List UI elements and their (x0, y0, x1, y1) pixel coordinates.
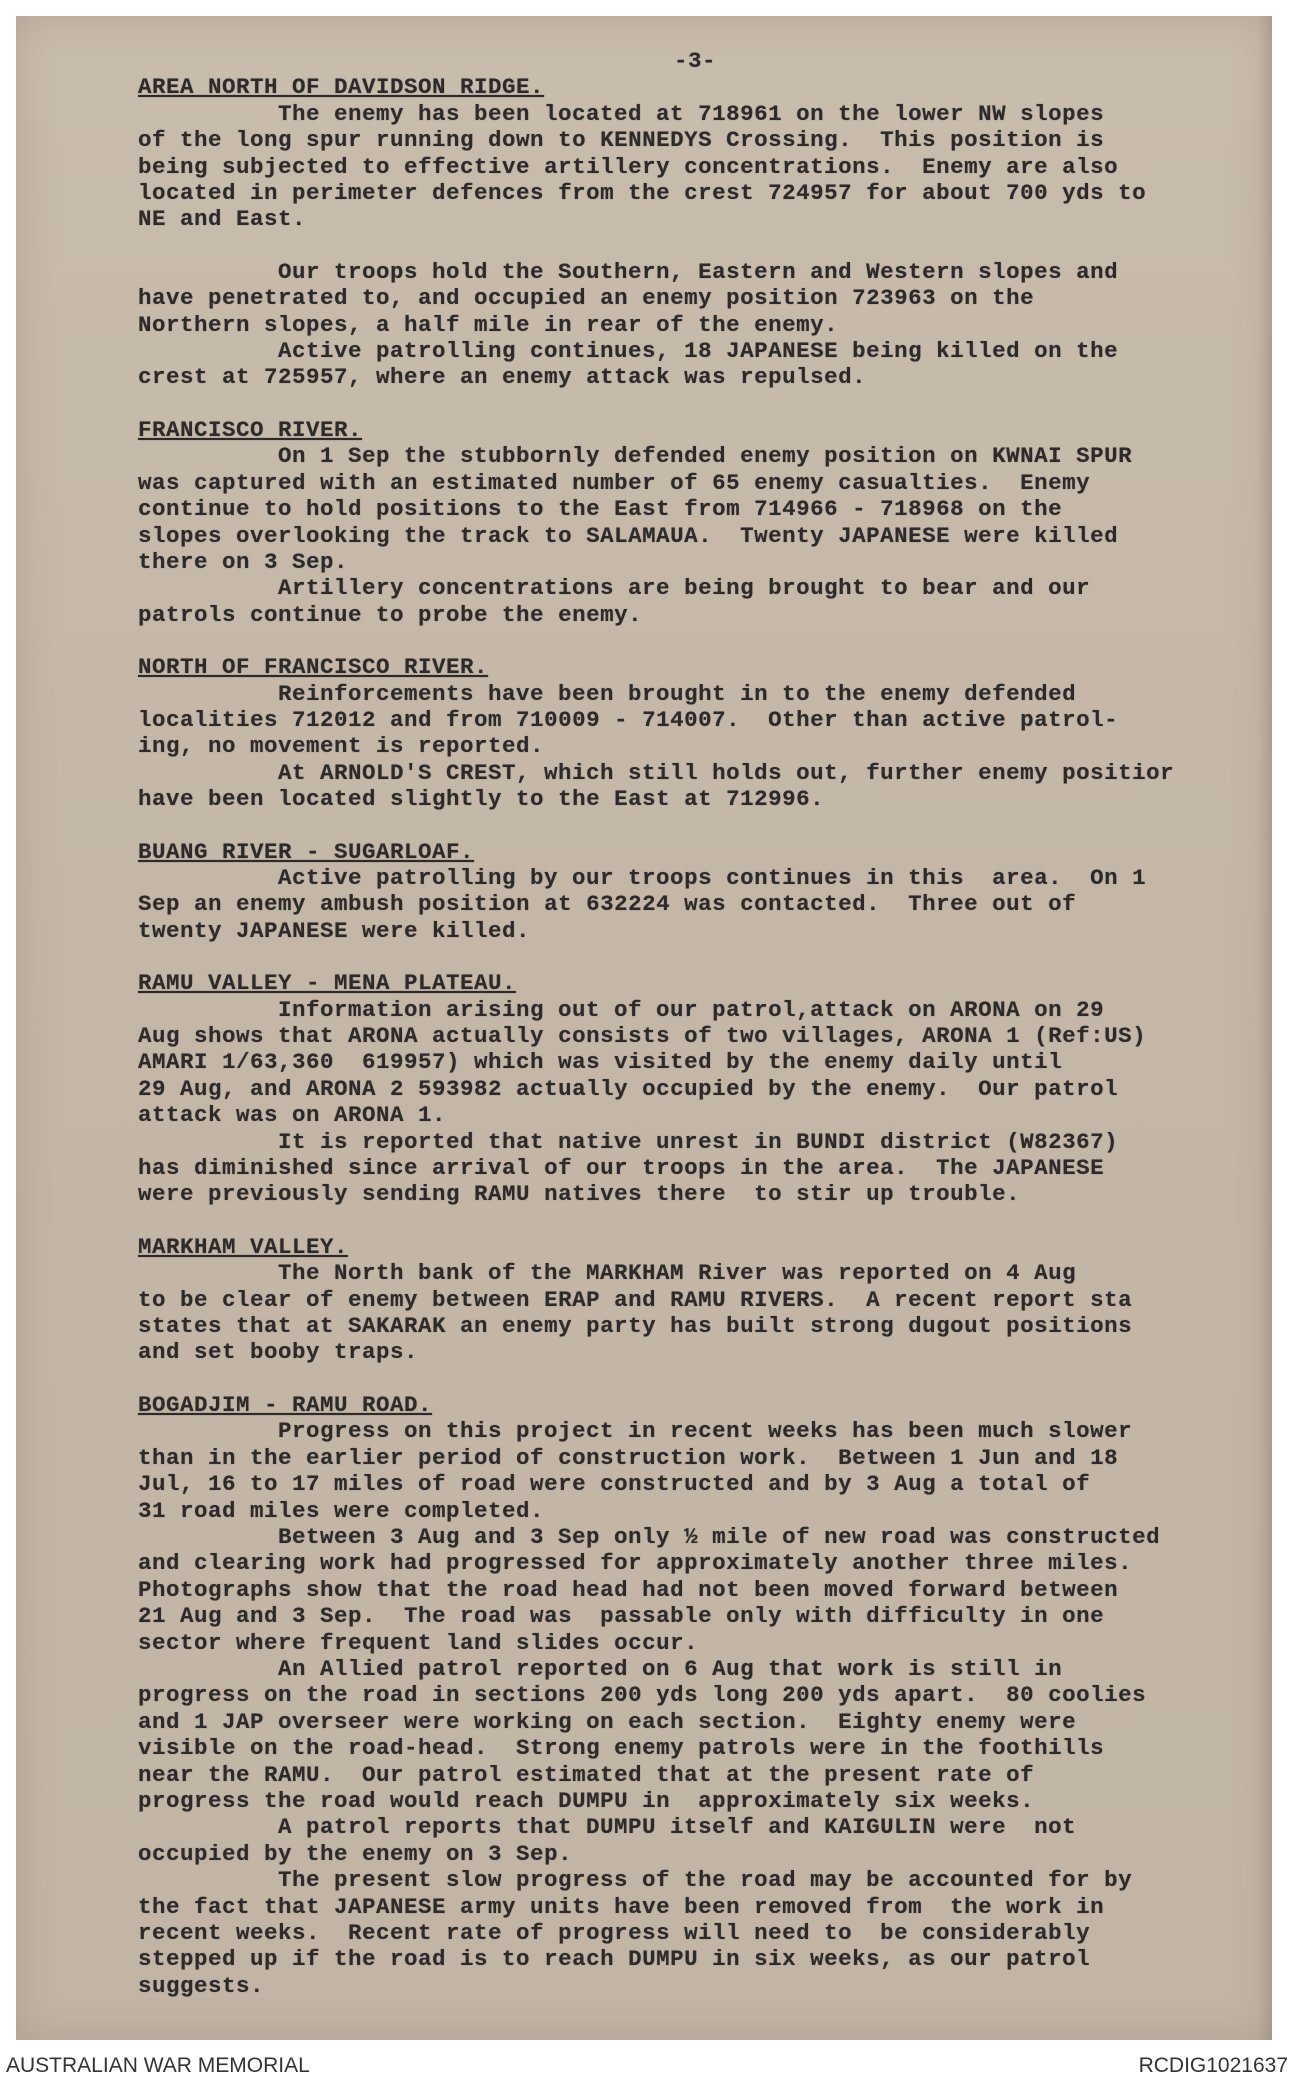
paragraph (138, 1418, 1268, 1524)
text-line: near the RAMU. Our patrol estimated that at the present rate of (138, 1761, 1035, 1788)
text-line: the fact that JAPANESE army units have been removed from the work in (138, 1893, 1105, 1920)
text-line: suggests. (138, 1972, 265, 1999)
text-line: The enemy has been located at 718961 on the lower NW slopes (278, 100, 1105, 127)
text-line: continue to hold positions to the East from 714966 - 718968 on the (138, 496, 1063, 523)
text-line: crest at 725957, where an enemy attack was repulsed. (138, 364, 867, 391)
text-line: located in perimeter defences from the crest 724957 for about 700 yds to (138, 180, 1147, 207)
footer-identifier: RCDIG1021637 (1138, 2054, 1288, 2077)
text-line: 21 Aug and 3 Sep. The road was passable only with difficulty in one (138, 1603, 1105, 1630)
text-line: than in the earlier period of construction work. Between 1 Jun and 18 (138, 1444, 1119, 1471)
paragraph (138, 760, 1268, 813)
text-line: Between 3 Aug and 3 Sep only ½ mile of new road was constructed (278, 1523, 1161, 1550)
paragraph (138, 338, 1268, 391)
text-line: At ARNOLD'S CREST, which still holds out, further enemy positior (278, 759, 1175, 786)
text-line: have penetrated to, and occupied an enemy position 723963 on the (138, 285, 1035, 312)
text-line: and clearing work had progressed for approximately another three miles. (138, 1550, 1133, 1577)
text-line: Jul, 16 to 17 miles of road were constructed and by 3 Aug a total of (138, 1471, 1091, 1498)
text-line: Reinforcements have been brought in to the enemy defended (278, 680, 1077, 707)
text-line: An Allied patrol reported on 6 Aug that work is still in (278, 1655, 1063, 1682)
section-markham-valley (138, 1234, 1268, 1366)
text-line: being subjected to effective artillery concentrations. Enemy are also (138, 153, 1119, 180)
paragraph (138, 681, 1268, 760)
text-line: slopes overlooking the track to SALAMAUA. Twenty JAPANESE were killed (138, 522, 1119, 549)
section-heading: AREA NORTH OF DAVIDSON RIDGE. (138, 74, 545, 101)
text-line: Our troops hold the Southern, Eastern and Western slopes and (278, 258, 1119, 285)
text-line: stepped up if the road is to reach DUMPU in six weeks, as our patrol (138, 1946, 1091, 1973)
text-line: states that at SAKARAK an enemy party has built strong dugout positions (138, 1313, 1133, 1340)
text-line: Active patrolling continues, 18 JAPANESE being killed on the (278, 338, 1119, 365)
paragraph (138, 1867, 1268, 1999)
paragraph (138, 1524, 1268, 1656)
text-line: Photographs show that the road head had not been moved forward between (138, 1576, 1119, 1603)
section-heading: BOGADJIM - RAMU ROAD. (138, 1391, 433, 1418)
section-bogadjim-ramu-road (138, 1392, 1268, 1999)
paragraph (138, 997, 1268, 1129)
text-line: progress the road would reach DUMPU in approximately six weeks. (138, 1787, 1035, 1814)
text-line: Northern slopes, a half mile in rear of the enemy. (138, 311, 839, 338)
text-line: Active patrolling by our troops continues in this area. On 1 (278, 864, 1147, 891)
section-heading: NORTH OF FRANCISCO RIVER. (138, 654, 489, 681)
text-line: has diminished since arrival of our troops in the area. The JAPANESE (138, 1155, 1105, 1182)
text-line: The present slow progress of the road may be accounted for by (278, 1867, 1133, 1894)
section-heading: RAMU VALLEY - MENA PLATEAU. (138, 970, 517, 997)
section-heading: MARKHAM VALLEY. (138, 1233, 349, 1260)
text-line: On 1 Sep the stubbornly defended enemy position on KWNAI SPUR (278, 443, 1133, 470)
text-line: AMARI 1/63,360 619957) which was visited by the enemy daily until (138, 1049, 1063, 1076)
paragraph (138, 575, 1268, 628)
text-line: 29 Aug, and ARONA 2 593982 actually occupied by the enemy. Our patrol (138, 1075, 1119, 1102)
text-line: Artillery concentrations are being brought to bear and our (278, 575, 1091, 602)
paragraph (138, 1260, 1268, 1366)
paragraph (138, 101, 1268, 233)
text-line: Aug shows that ARONA actually consists of two villages, ARONA 1 (Ref:US) (138, 1023, 1147, 1049)
text-line: twenty JAPANESE were killed. (138, 917, 531, 944)
text-line: visible on the road-head. Strong enemy patrols were in the foothills (138, 1735, 1105, 1762)
section-ramu-valley-mena-plateau (138, 970, 1268, 1208)
paragraph (138, 443, 1268, 575)
paragraph (138, 865, 1268, 944)
text-line: attack was on ARONA 1. (138, 1102, 447, 1129)
text-line: sector where frequent land slides occur. (138, 1629, 699, 1656)
text-line: Information arising out of our patrol,attack on ARONA on 29 (278, 996, 1105, 1023)
text-line: Progress on this project in recent weeks has been much slower (278, 1418, 1133, 1445)
text-line: to be clear of enemy between ERAP and RAMU RIVERS. A recent report sta (138, 1286, 1133, 1313)
paragraph (138, 1129, 1268, 1208)
footer-institution: AUSTRALIAN WAR MEMORIAL (6, 2054, 310, 2077)
text-line: A patrol reports that DUMPU itself and KAIGULIN were not (278, 1814, 1077, 1841)
paragraph (138, 1656, 1268, 1814)
page-number: -3- (673, 48, 716, 74)
text-line: Sep an enemy ambush position at 632224 was contacted. Three out of (138, 891, 1077, 918)
text-line: was captured with an estimated number of 65 enemy casualties. Enemy (138, 469, 1091, 496)
text-line: localities 712012 and from 710009 - 714007. Other than active patrol- (138, 706, 1119, 733)
section-area-north-of-davidson-ridge (138, 74, 1268, 390)
text-line: have been located slightly to the East at 712996. (138, 786, 825, 813)
text-line: recent weeks. Recent rate of progress will need to be considerably (138, 1920, 1091, 1946)
text-line: occupied by the enemy on 3 Sep. (138, 1840, 573, 1867)
text-line: patrols continue to probe the enemy. (138, 601, 643, 628)
footer (0, 2052, 1296, 2082)
text-line: NE and East. (138, 206, 307, 233)
paragraph (138, 1814, 1268, 1867)
section-heading: FRANCISCO RIVER. (138, 416, 363, 443)
paragraph (138, 259, 1268, 338)
section-north-of-francisco-river (138, 654, 1268, 812)
text-line: of the long spur running down to KENNEDYS Crossing. This position is (138, 127, 1105, 154)
text-line: there on 3 Sep. (138, 548, 349, 575)
section-francisco-river (138, 417, 1268, 628)
text-line: and 1 JAP overseer were working on each section. Eighty enemy were (138, 1708, 1077, 1735)
text-line: progress on the road in sections 200 yds long 200 yds apart. 80 coolies (138, 1682, 1147, 1709)
section-buang-river-sugarloaf (138, 839, 1268, 945)
text-line: ing, no movement is reported. (138, 733, 545, 760)
text-line: 31 road miles were completed. (138, 1497, 545, 1524)
text-line: It is reported that native unrest in BUNDI district (W82367) (278, 1128, 1119, 1155)
text-line: and set booby traps. (138, 1339, 419, 1366)
document-text (138, 48, 1268, 2025)
text-line: The North bank of the MARKHAM River was reported on 4 Aug (278, 1260, 1077, 1287)
section-heading: BUANG RIVER - SUGARLOAF. (138, 838, 475, 865)
text-line: were previously sending RAMU natives there to stir up trouble. (138, 1181, 1021, 1208)
